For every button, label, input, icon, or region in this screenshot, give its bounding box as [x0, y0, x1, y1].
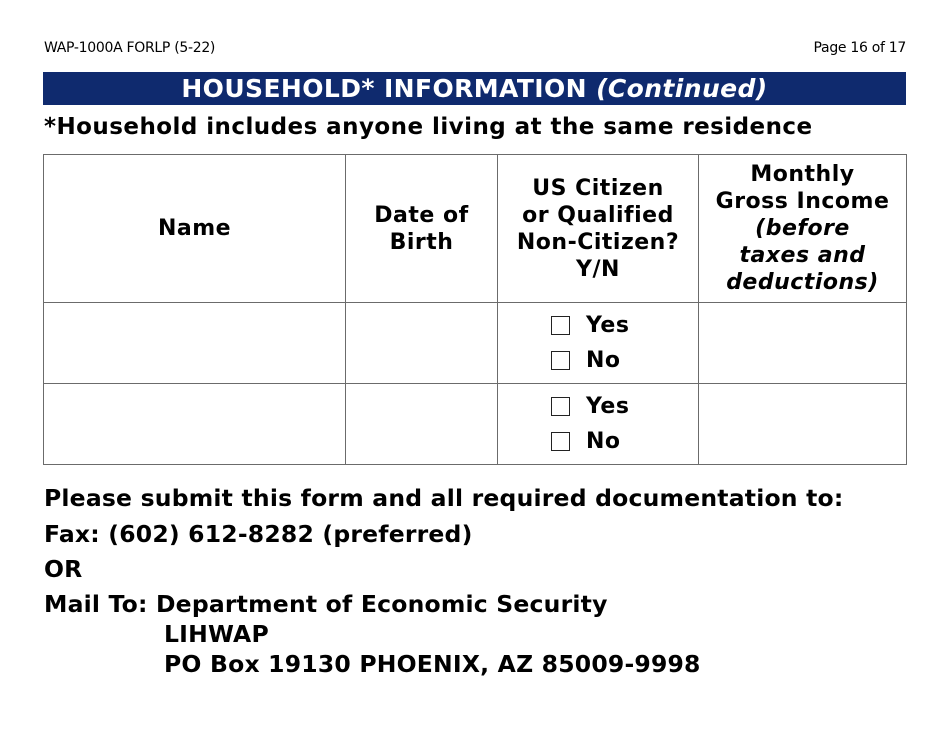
- name-field[interactable]: [44, 303, 346, 384]
- mail-to-line: Mail To: Department of Economic Security: [44, 590, 608, 618]
- no-checkbox[interactable]: [551, 351, 570, 370]
- yes-option[interactable]: Yes: [551, 315, 629, 337]
- dob-field[interactable]: [346, 303, 498, 384]
- mail-address-line: PO Box 19130 PHOENIX, AZ 85009-9998: [164, 650, 701, 678]
- banner-continued: (Continued): [596, 74, 768, 103]
- column-header-name: Name: [44, 155, 346, 303]
- submit-instructions: Please submit this form and all required documentation to:: [44, 484, 844, 512]
- name-field[interactable]: [44, 384, 346, 465]
- dob-field[interactable]: [346, 384, 498, 465]
- fax-number: Fax: (602) 612-8282 (preferred): [44, 520, 473, 548]
- table-row: [44, 303, 907, 384]
- income-field[interactable]: [699, 384, 907, 465]
- column-header-citizen: US Citizen or Qualified Non-Citizen? Y/N: [498, 155, 699, 303]
- banner-title: HOUSEHOLD* INFORMATION: [181, 74, 597, 103]
- household-table: [43, 154, 907, 465]
- column-header-income: Monthly Gross Income (before taxes and deductions): [699, 155, 907, 303]
- mail-program-line: LIHWAP: [164, 620, 269, 648]
- no-option[interactable]: No: [551, 431, 621, 453]
- column-header-dob: Date of Birth: [346, 155, 498, 303]
- yes-checkbox[interactable]: [551, 316, 570, 335]
- no-checkbox[interactable]: [551, 432, 570, 451]
- household-note: *Household includes anyone living at the same residence: [44, 114, 813, 140]
- income-field[interactable]: [699, 303, 907, 384]
- section-banner: [43, 72, 906, 105]
- yes-checkbox[interactable]: [551, 397, 570, 416]
- or-separator: OR: [44, 555, 83, 583]
- table-row: [44, 384, 907, 465]
- citizen-cell: [498, 303, 699, 384]
- yes-option[interactable]: Yes: [551, 396, 629, 418]
- citizen-cell: [498, 384, 699, 465]
- no-option[interactable]: No: [551, 350, 621, 372]
- page-number: Page 16 of 17: [813, 40, 906, 56]
- table-header-row: [44, 155, 907, 303]
- form-id: WAP-1000A FORLP (5-22): [44, 40, 216, 56]
